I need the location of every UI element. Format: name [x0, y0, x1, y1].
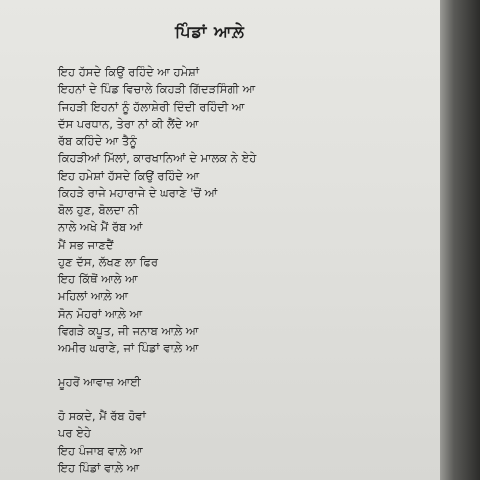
poem-line: ਇਹਨਾਂ ਦੇ ਪਿੰਡ ਵਿਚਾਲੇ ਕਿਹੜੀ ਗਿੱਦੜਸਿੰਗੀ ਆ [58, 82, 256, 97]
poem-line: ਨਾਲੇ ਅਖੇ ਮੈਂ ਰੱਬ ਆਂ [58, 220, 143, 235]
poem-line: ਮੈਂ ਸਭ ਜਾਣਦੈਂ [58, 237, 114, 252]
poem-line: ਇਹ ਪਿੰਡਾਂ ਵਾਲ਼ੇ ਆ [58, 460, 140, 475]
poem-line: ਪਰ ਏਹੇ [58, 426, 91, 441]
stanza-3 [58, 408, 146, 477]
stanza-2 [58, 374, 141, 391]
poem-line: ਮਹਿਲਾਂ ਆਲ਼ੇ ਆ [58, 289, 128, 304]
poem-line: ਦੱਸ ਪਰਧਾਨ, ਤੇਰਾ ਨਾਂ ਕੀ ਲੈਂਦੇ ਆ [58, 116, 199, 131]
poem-line: ਸੋਨ ਮੋਹਰਾਂ ਆਲ਼ੇ ਆ [58, 306, 143, 321]
poem-line: ਮੂਹਰੋਂ ਆਵਾਜ਼ ਆਈ [58, 375, 141, 389]
poem-line: ਹੁਣ ਦੱਸ, ਲੱਖਣ ਲਾ ਫਿਰ [58, 254, 159, 269]
poem-line: ਰੱਬ ਕਹਿੰਦੇ ਆ ਤੈਨੂੰ [58, 134, 137, 148]
poem-line: ਇਹ ਕਿੱਥੋਂ ਆਲੇ ਆ [58, 272, 138, 286]
poem-line: ਕਿਹੜੇ ਰਾਜੇ ਮਹਾਰਾਜੇ ਦੇ ਘਰਾਣੇ 'ਚੋਂ ਆਂ [58, 185, 218, 200]
poem-line: ਇਹ ਪੰਜਾਬ ਵਾਲ਼ੇ ਆ [58, 443, 143, 458]
poem-line: ਵਿਗੜੇ ਕਪੂਤ, ਜੀ ਜਨਾਬ ਆਲ਼ੇ ਆ [58, 323, 199, 338]
poem-line: ਇਹ ਹਮੇਸ਼ਾਂ ਹੱਸਦੇ ਕਿਉਂ ਰਹਿੰਦੇ ਆ [58, 168, 200, 183]
poem-line: ਕਿਹੜੀਆਂ ਮਿੱਲਾਂ, ਕਾਰਖਾਨਿਆਂ ਦੇ ਮਾਲਕ ਨੇ ਏਹੇ [58, 151, 257, 166]
poem-title: ਪਿੰਡਾਂ ਆਲ਼ੇ [175, 22, 245, 41]
poem-line: ਜਿਹੜੀ ਇਹਨਾਂ ਨੂੰ ਹੱਲਾਸ਼ੇਰੀ ਦਿੰਦੀ ਰਹਿੰਦੀ ਆ [58, 99, 245, 114]
poem-line: ਅਮੀਰ ਘਰਾਣੇ, ਜਾਂ ਪਿੰਡਾਂ ਵਾਲ਼ੇ ਆ [58, 341, 199, 355]
stanza-1 [58, 64, 256, 357]
poem-line: ਬੋਲ ਹੁਣ, ਬੋਲਦਾ ਨੀ [58, 203, 139, 217]
poem-line: ਇਹ ਹੱਸਦੇ ਕਿਉਂ ਰਹਿੰਦੇ ਆ ਹਮੇਸ਼ਾਂ [58, 65, 200, 79]
poem-line: ਹੋ ਸਕਦੇ, ਮੈਂ ਰੱਬ ਹੋਵਾਂ [58, 409, 146, 423]
page-shadow-edge [440, 0, 480, 480]
